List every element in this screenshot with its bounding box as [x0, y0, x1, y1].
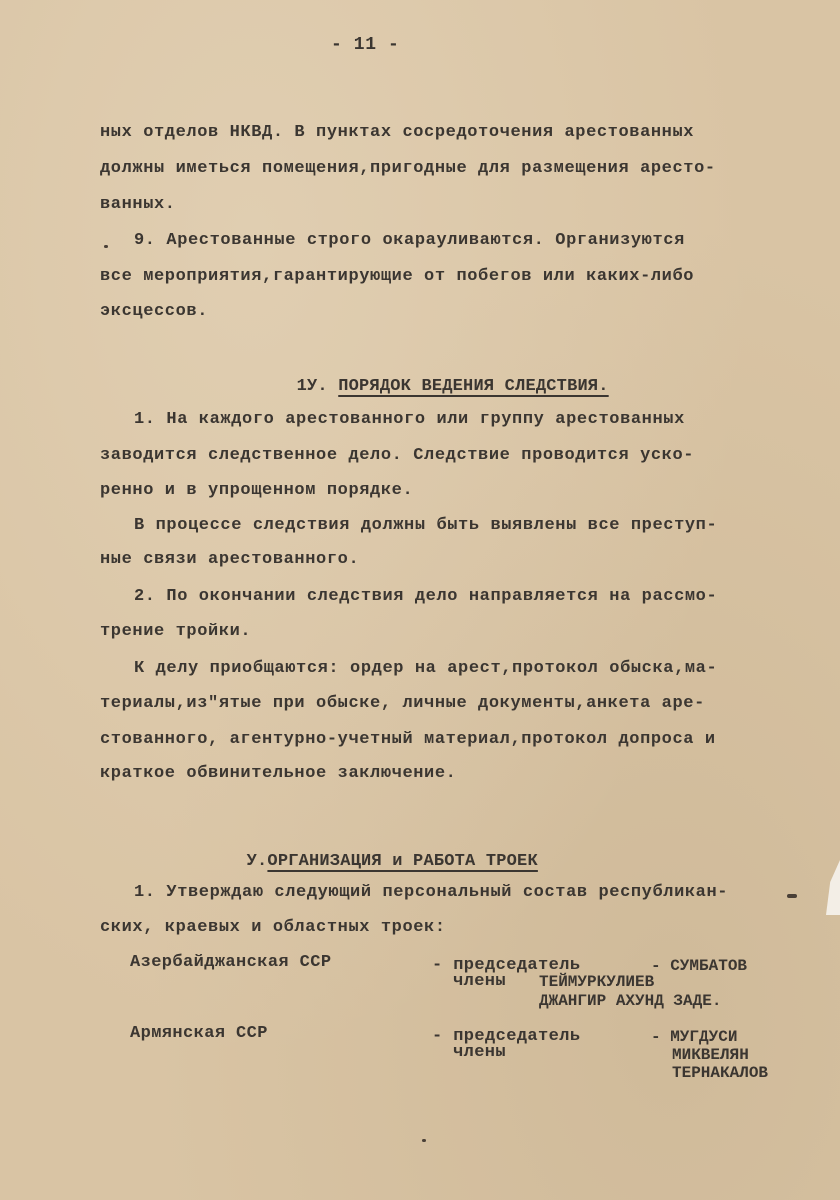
section-4-item-2-cont-line: териалы,из"ятые при обыске, личные документы,анкета аре-	[100, 694, 705, 713]
item-9-line: 9. Арестованные строго окарауливаются. Организуются	[134, 231, 685, 250]
ink-speck	[787, 894, 797, 898]
page-number: - 11 -	[331, 35, 400, 55]
ink-speck	[422, 1139, 426, 1142]
section-4-number: 1У.	[296, 377, 328, 396]
paper-edge-tear	[826, 860, 840, 915]
troika-chair-name: - СУМБАТОВ	[651, 957, 748, 975]
troika-chair-label: - председатель	[432, 956, 581, 975]
section-4-item-2-cont-line: К делу приобщаются: ордер на арест,протокол обыска,ма-	[134, 659, 718, 678]
section-4-item-1-line: заводится следственное дело. Следствие проводится уско-	[100, 446, 695, 465]
section-5-item-1-line: ских, краевых и областных троек:	[100, 918, 446, 937]
item-9-line: все мероприятия,гарантирующие от побегов или каких-либо	[100, 267, 695, 286]
section-4-item-1-line: ренно и в упрощенном порядке.	[100, 481, 414, 500]
section-4-item-2-cont-line: краткое обвинительное заключение.	[100, 764, 457, 783]
troika-member-name: ТЕРНАКАЛОВ	[672, 1064, 769, 1082]
troika-chair-label: - председатель	[432, 1027, 581, 1046]
section-5-item-1-line: 1. Утверждаю следующий персональный состав республикан-	[134, 883, 729, 902]
section-4-item-2-line: 2. По окончании следствия дело направляется на рассмо-	[134, 587, 718, 606]
troika-region: Азербайджанская ССР	[130, 953, 332, 972]
troika-members-label: члены	[453, 1043, 507, 1062]
troika-region: Армянская ССР	[130, 1024, 268, 1043]
troika-member-name: МИКВЕЛЯН	[672, 1046, 749, 1064]
ink-mark	[104, 245, 108, 248]
troika-member-name: ТЕЙМУРКУЛИЕВ	[539, 973, 655, 991]
troika-members-label: члены	[453, 972, 507, 991]
section-5-title: ОРГАНИЗАЦИЯ и РАБОТА ТРОЕК	[267, 852, 538, 871]
section-4-title: ПОРЯДОК ВЕДЕНИЯ СЛЕДСТВИЯ.	[338, 377, 609, 396]
paragraph-line: должны иметься помещения,пригодные для размещения аресто-	[100, 159, 716, 178]
troika-chair-name: - МУГДУСИ	[651, 1028, 738, 1046]
section-4-item-1-line: 1. На каждого арестованного или группу арестованных	[134, 410, 685, 429]
paragraph-line: ванных.	[100, 195, 176, 214]
section-4-item-1-cont-line: В процессе следствия должны быть выявлены все преступ-	[134, 516, 718, 535]
troika-member-name: ДЖАНГИР АХУНД ЗАДЕ.	[539, 992, 722, 1010]
section-5-number: У.	[246, 852, 268, 871]
section-4-item-1-cont-line: ные связи арестованного.	[100, 550, 360, 569]
paragraph-line: ных отделов НКВД. В пунктах сосредоточения арестованных	[100, 123, 695, 142]
item-9-line: эксцессов.	[100, 302, 209, 321]
section-4-item-2-line: трение тройки.	[100, 622, 252, 641]
section-4-item-2-cont-line: стованного, агентурно-учетный материал,протокол допроса и	[100, 730, 716, 749]
section-4-heading	[255, 357, 609, 417]
